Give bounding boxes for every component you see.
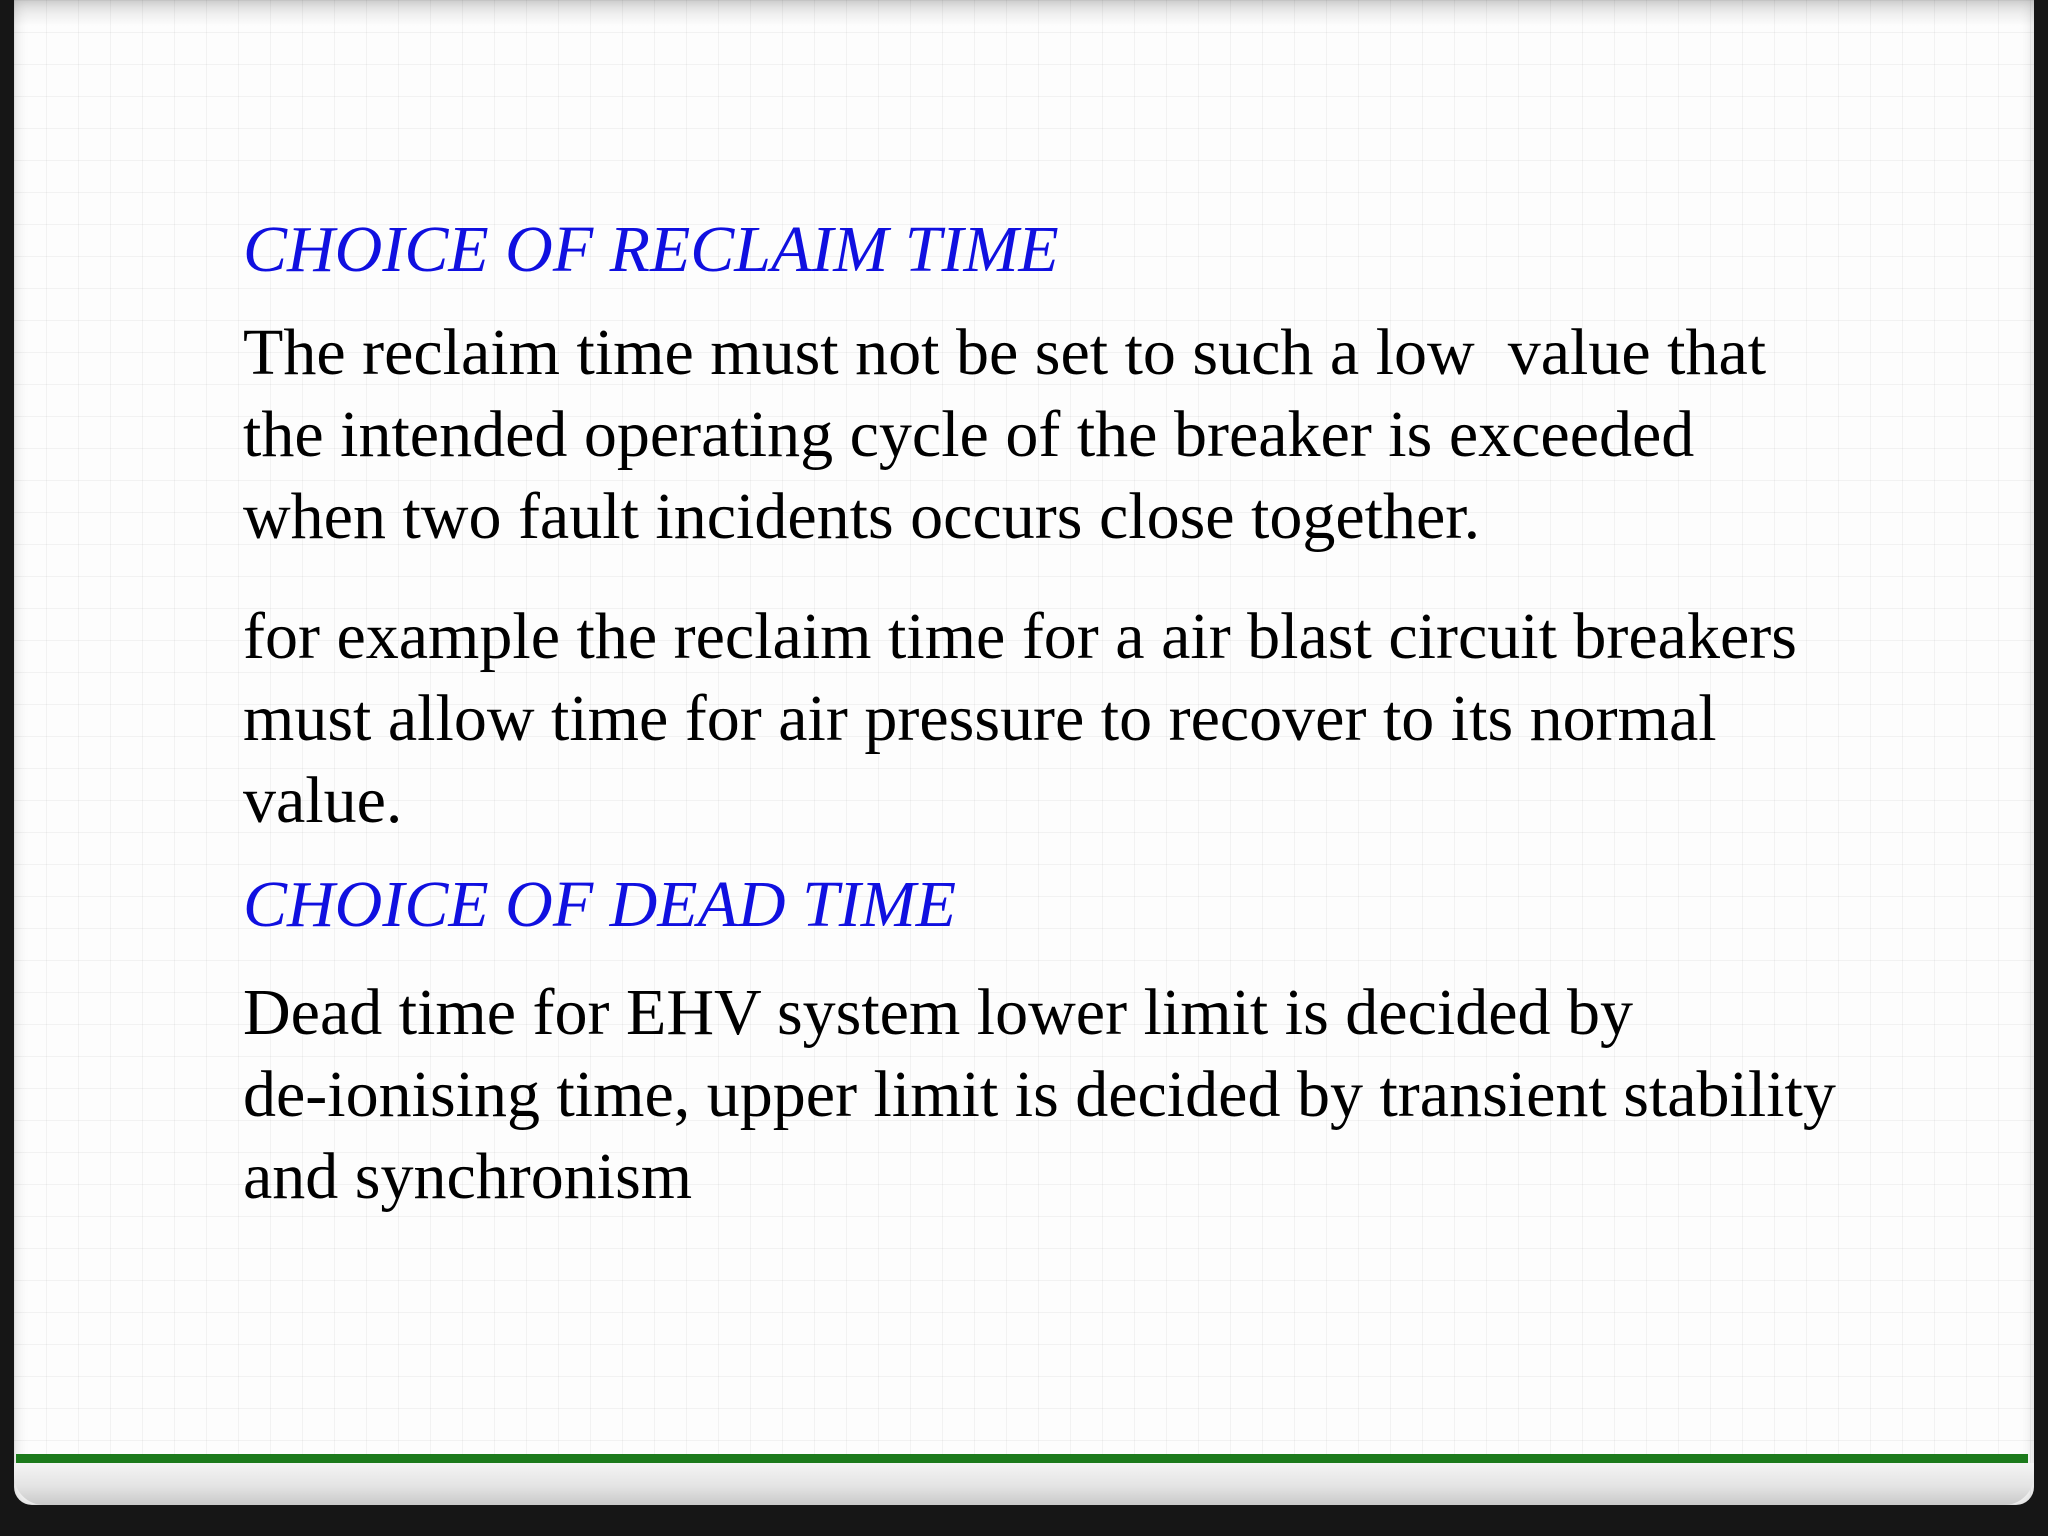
text-line: must allow time for air pressure to recover to its normal [243,682,1717,755]
text-line: de-ionising time, upper limit is decided by transient stability [243,1058,1836,1131]
text-line: the intended operating cycle of the breaker is exceeded [243,398,1695,471]
footer-divider [16,1454,2028,1463]
paragraph-example [243,596,1923,842]
heading-reclaim-time: CHOICE OF RECLAIM TIME [243,213,1059,286]
paper-shadow [14,0,2034,26]
heading-dead-time: CHOICE OF DEAD TIME [243,868,957,941]
text-line: for example the reclaim time for a air blast circuit breakers [243,600,1797,673]
paragraph-reclaim-time [243,312,1923,558]
text-line: Dead time for EHV system lower limit is decided by [243,976,1633,1049]
paragraph-dead-time [243,972,1923,1218]
slide-content [243,210,1923,1218]
text-line: when two fault incidents occurs close together. [243,480,1481,553]
text-line: The reclaim time must not be set to such a low value that [243,316,1767,389]
page-curl-shadow [14,1463,2034,1505]
text-line: and synchronism [243,1140,693,1213]
text-line: value. [243,764,403,837]
